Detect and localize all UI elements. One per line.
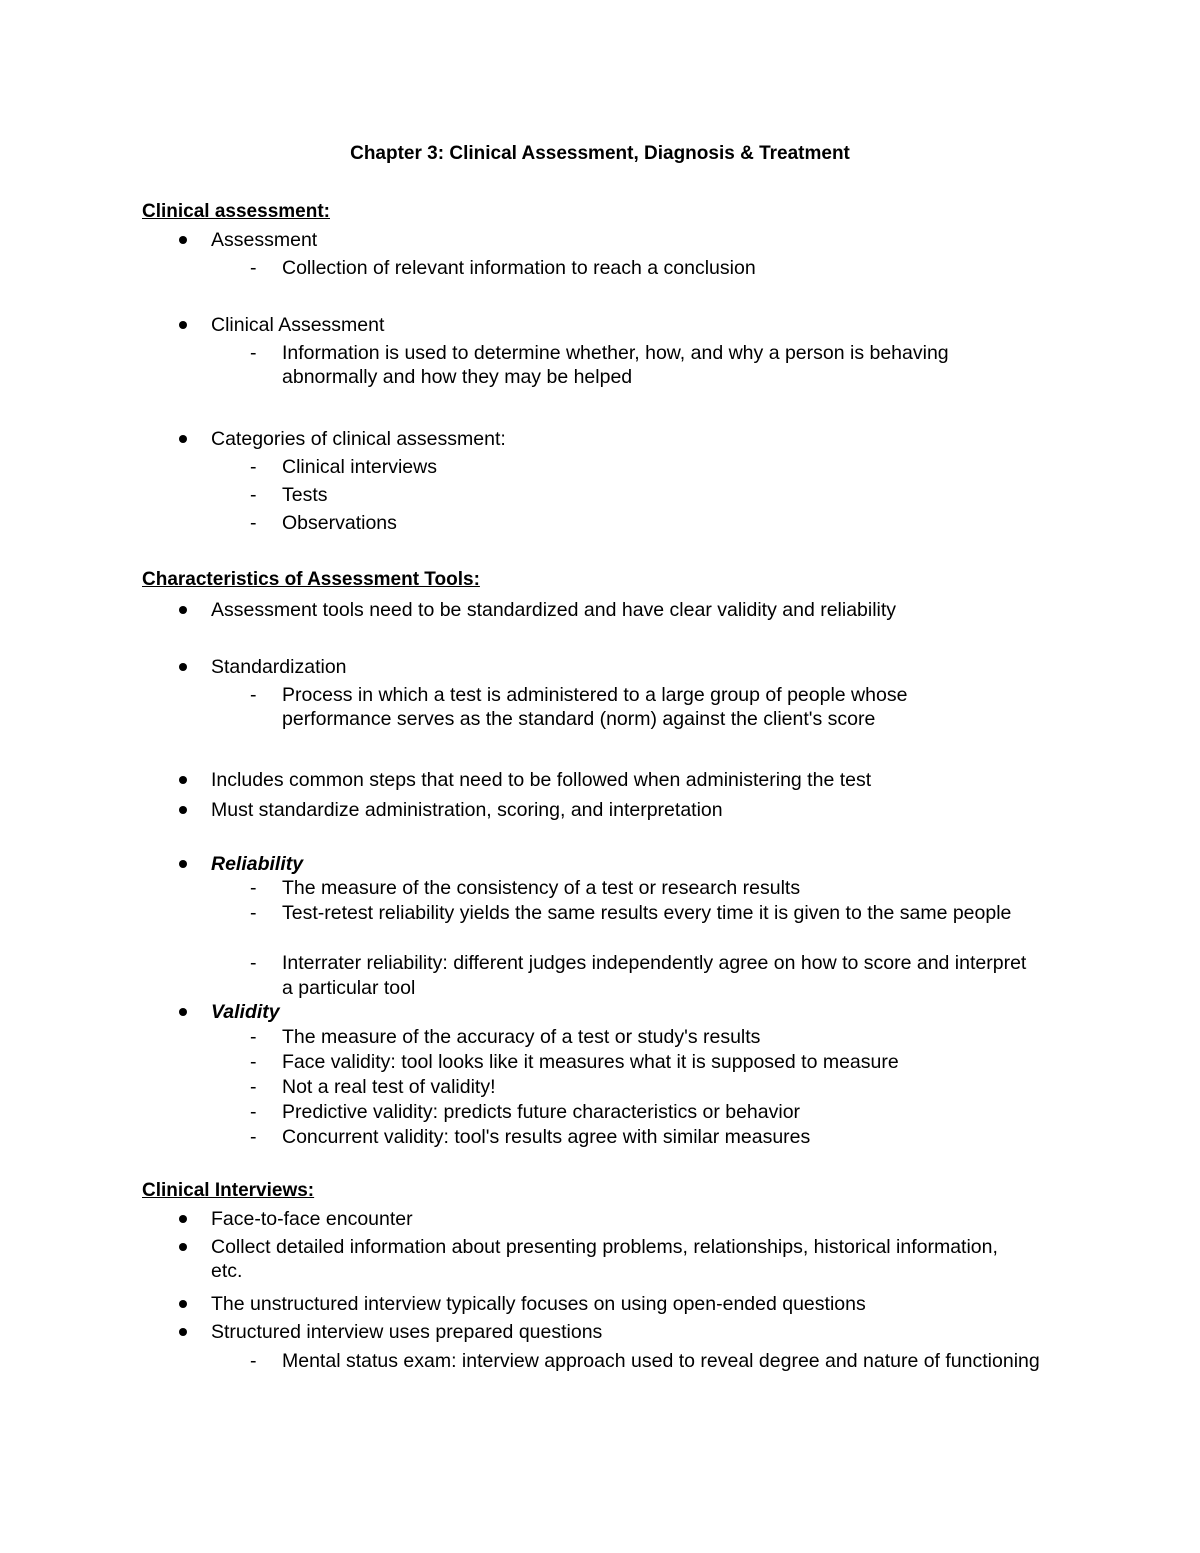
- bullet-icon: [179, 1328, 187, 1336]
- dash-icon: -: [250, 512, 257, 534]
- dash-icon: -: [250, 456, 257, 478]
- bullet-icon: [179, 663, 187, 671]
- dash-icon: -: [250, 902, 257, 924]
- list-subitem: The measure of the consistency of a test or research results: [282, 877, 801, 899]
- bullet-icon: [179, 1243, 187, 1251]
- list-item: Must standardize administration, scoring, and interpretation: [211, 799, 723, 821]
- list-subitem: Predictive validity: predicts future characteristics or behavior: [282, 1101, 801, 1123]
- list-item-reliability: Reliability: [211, 853, 304, 875]
- bullet-icon: [179, 776, 187, 784]
- list-subitem: Mental status exam: interview approach used to reveal degree and nature of functioning: [282, 1350, 1040, 1372]
- list-item: Face-to-face encounter: [211, 1208, 413, 1230]
- dash-icon: -: [250, 342, 257, 364]
- list-subitem: Tests: [282, 484, 328, 506]
- list-item: The unstructured interview typically focuses on using open-ended questions: [211, 1293, 866, 1315]
- dash-icon: -: [250, 952, 257, 974]
- list-subitem: Observations: [282, 512, 397, 534]
- list-item: Categories of clinical assessment:: [211, 428, 506, 450]
- list-item: Assessment tools need to be standardized and have clear validity and reliability: [211, 599, 897, 621]
- bullet-icon: [179, 435, 187, 443]
- list-subitem: Clinical interviews: [282, 456, 437, 478]
- section-heading-clinical-assessment: Clinical assessment:: [142, 201, 330, 222]
- section-heading-clinical-interviews: Clinical Interviews:: [142, 1180, 315, 1201]
- bullet-icon: [179, 1215, 187, 1223]
- list-subitem: Not a real test of validity!: [282, 1076, 496, 1098]
- list-item: Includes common steps that need to be followed when administering the test: [211, 769, 872, 791]
- dash-icon: -: [250, 1350, 257, 1372]
- list-subitem: Interrater reliability: different judges independently agree on how to score and interpret a particular tool: [282, 952, 1027, 999]
- list-subitem: Process in which a test is administered to a large group of people whose performance serves as the standard (norm) against the client's score: [282, 684, 908, 730]
- list-subitem: Information is used to determine whether, how, and why a person is behaving abnormally and how they may be helped: [282, 342, 949, 388]
- bullet-icon: [179, 321, 187, 329]
- bullet-icon: [179, 860, 187, 868]
- bullet-icon: [179, 1300, 187, 1308]
- bullet-icon: [179, 606, 187, 614]
- dash-icon: -: [250, 684, 257, 706]
- list-item: Collect detailed information about presenting problems, relationships, historical information, etc.: [211, 1236, 998, 1282]
- dash-icon: -: [250, 1026, 257, 1048]
- dash-icon: -: [250, 1076, 257, 1098]
- dash-icon: -: [250, 484, 257, 506]
- list-item: Assessment: [211, 229, 318, 251]
- bullet-icon: [179, 1008, 187, 1016]
- list-subitem: The measure of the accuracy of a test or study's results: [282, 1026, 761, 1048]
- dash-icon: -: [250, 1101, 257, 1123]
- list-subitem: Collection of relevant information to reach a conclusion: [282, 257, 756, 279]
- list-subitem: Concurrent validity: tool's results agree with similar measures: [282, 1126, 811, 1148]
- bullet-icon: [179, 236, 187, 244]
- dash-icon: -: [250, 1126, 257, 1148]
- dash-icon: -: [250, 1051, 257, 1073]
- bullet-icon: [179, 806, 187, 814]
- list-item: Clinical Assessment: [211, 314, 385, 336]
- page-title: Chapter 3: Clinical Assessment, Diagnosis & Treatment: [350, 143, 850, 164]
- list-item: Structured interview uses prepared questions: [211, 1321, 603, 1343]
- list-item-validity: Validity: [211, 1001, 280, 1023]
- section-heading-characteristics: Characteristics of Assessment Tools:: [142, 569, 480, 590]
- list-subitem: Face validity: tool looks like it measures what it is supposed to measure: [282, 1051, 899, 1073]
- list-item: Standardization: [211, 656, 347, 678]
- dash-icon: -: [250, 877, 257, 899]
- dash-icon: -: [250, 257, 257, 279]
- list-subitem: Test-retest reliability yields the same results every time it is given to the same people: [282, 902, 1012, 924]
